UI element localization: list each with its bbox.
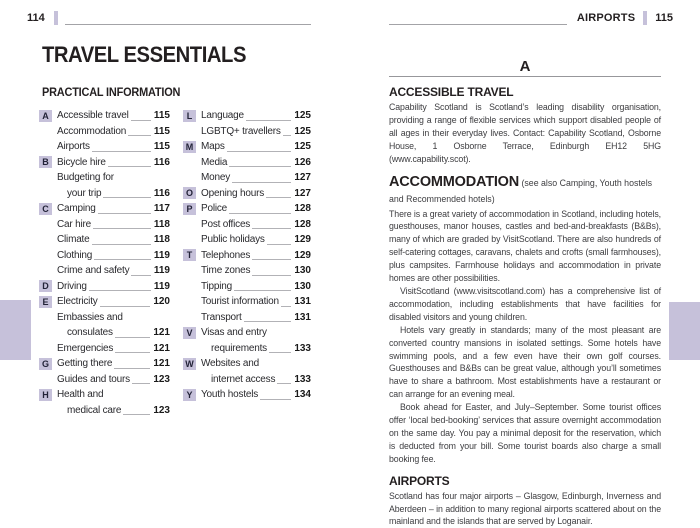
index-row (39, 108, 170, 124)
index-row (39, 155, 170, 171)
index-letter-badge: M (183, 141, 196, 153)
index-leader (267, 244, 292, 245)
header-accent-tick (54, 11, 58, 25)
index-leader (227, 151, 292, 152)
index-leader (123, 414, 150, 415)
index-entry-label-continued: internet access (211, 373, 276, 385)
index-letter-badge: C (39, 203, 52, 215)
index-row (39, 124, 170, 140)
index-leader (94, 259, 151, 260)
section-heading-note: (see also Camping, Youth hostels and Recommended hotels) (389, 177, 653, 204)
index-entry-label: LGBTQ+ travellers (201, 125, 281, 137)
index-entry-label: Camping (57, 203, 96, 215)
index-entry-label: Language (201, 110, 244, 122)
index-page-number: 125 (294, 141, 311, 153)
index-leader (100, 306, 151, 307)
index-row (183, 232, 311, 248)
index-page-number: 123 (153, 373, 170, 385)
index-leader (252, 275, 291, 276)
index-row (39, 139, 170, 155)
index-row (183, 341, 311, 357)
index-column (39, 108, 170, 418)
index-page-number: 133 (294, 342, 311, 354)
index-entry-label: Tipping (201, 280, 233, 292)
index-page-number: 117 (153, 203, 170, 215)
thumb-tab-right (669, 302, 700, 360)
index-page-number: 119 (153, 265, 170, 277)
index-letter-badge: O (183, 187, 196, 199)
index-row (183, 217, 311, 233)
section-paragraph: Book ahead for Easter, and July–September. Some tourist offices offer ‘local bed-booking’ services that assure overnight accommodation on the same day. You pay a minimal deposit for the reservation, which is deducted from your bill. Some tourist boards also charge a small booking fee. (389, 402, 661, 464)
header-section-label: AIRPORTS (576, 12, 636, 24)
index-page-number: 130 (294, 280, 311, 292)
index-row (183, 263, 311, 279)
index-leader (131, 120, 151, 121)
index-row (183, 310, 311, 326)
index-row (183, 139, 311, 155)
index-row (39, 201, 170, 217)
index-entry-label: Media (201, 156, 228, 168)
index-row (39, 217, 170, 233)
index-entry-label: Emergencies (57, 342, 114, 354)
index-row (39, 387, 170, 403)
section-heading: AIRPORTS (389, 473, 450, 488)
sections-container (389, 85, 661, 528)
section-paragraph: There is a great variety of accommodation in Scotland, including hotels, guesthouses, manor houses, castles and bed-and-breakfasts (B&Bs), many of which are graded by VisitScotland. There are also hundreds of self-catering cottages, caravans, chalets and crofts (small farmhouses), plus campsites. Farmhouse holidays and accommodation in private homes are other possibilities. (389, 208, 661, 284)
index-entry-label: Electricity (57, 296, 98, 308)
index-page-number: 127 (294, 187, 311, 199)
index-entry-label: Police (201, 203, 228, 215)
index-page-number: 116 (153, 156, 170, 168)
index-entry-label: Climate (57, 234, 90, 246)
index-page-number: 127 (294, 172, 311, 184)
index-row (39, 248, 170, 264)
index-entry-label: Driving (57, 280, 87, 292)
header-accent-tick (643, 11, 647, 25)
section-paragraph: Capability Scotland is Scotland’s leading disability organisation, providing a range of flexible services which support disabled people of all ages in their everyday lives. Contact: Capability Scotland, Osborne House, 1 Osborne Terrace, Edinburgh EH12 5HG (www.capability.scot). (389, 102, 661, 164)
index-letter-badge: T (183, 249, 196, 261)
section-paragraph: Hotels vary greatly in standards; many of the most pleasant are converted country mansions in isolated settings. Some hotels have swimming pools, and a few even have their own golf courses. Guesthouses and B&Bs can be great value, although you’ll sometimes have to share a bathroom. Most establishments have a restaurant or can arrange for an evening meal. (389, 324, 661, 400)
section (389, 85, 661, 166)
index-leader (115, 337, 151, 338)
index-entry-label: Opening hours (201, 187, 265, 199)
index-entry-label: Embassies and (57, 311, 123, 323)
page-number-right: 115 (655, 12, 673, 24)
index-entry-label: Clothing (57, 249, 93, 261)
index-row (183, 170, 311, 186)
index-leader (281, 306, 291, 307)
index-page-number: 121 (153, 327, 170, 339)
index-entry-label: Visas and entry (201, 327, 267, 339)
index-page-number: 115 (153, 125, 170, 137)
index-entry-label: Public holidays (201, 234, 265, 246)
index-leader (232, 182, 291, 183)
index-row (183, 279, 311, 295)
index-page-number: 131 (294, 311, 311, 323)
index-row (183, 155, 311, 171)
index-letter-badge: L (183, 110, 196, 122)
index-entry-label: Getting there (57, 358, 113, 370)
index-row (39, 341, 170, 357)
index-leader (252, 259, 291, 260)
index-page-number: 126 (294, 156, 311, 168)
index-row (183, 186, 311, 202)
index-leader (131, 275, 150, 276)
index-leader (89, 290, 151, 291)
index-entry-label: Telephones (201, 249, 251, 261)
index-row (183, 108, 311, 124)
index-row (39, 294, 170, 310)
index-page-number: 119 (153, 280, 170, 292)
index-entry-label: Accommodation (57, 125, 127, 137)
index-leader (266, 197, 291, 198)
index-entry-label: Car hire (57, 218, 91, 230)
index-entry-label-continued: your trip (67, 187, 102, 199)
index-page-number: 120 (153, 296, 170, 308)
index-leader (108, 166, 151, 167)
index-page-number: 134 (294, 389, 311, 401)
index-letter-badge: W (183, 358, 196, 370)
index-letter-badge: D (39, 280, 52, 292)
index-leader (246, 120, 291, 121)
index-leader (93, 228, 151, 229)
index-leader (92, 151, 151, 152)
index-page-number: 128 (294, 218, 311, 230)
index-row (39, 310, 170, 326)
index-row (183, 248, 311, 264)
index-letter-badge: P (183, 203, 196, 215)
index-entry-label: Websites and (201, 358, 260, 370)
index-row (183, 325, 311, 341)
index-entry-label-continued: requirements (211, 342, 267, 354)
index-leader (103, 197, 151, 198)
index-page-number: 119 (153, 249, 170, 261)
index-leader (244, 321, 292, 322)
index-row (39, 263, 170, 279)
index-entry-label: Crime and safety (57, 265, 130, 277)
section-heading: ACCESSIBLE TRAVEL (389, 85, 514, 99)
page-number-left: 114 (27, 12, 45, 24)
index-entry-label: Tourist information (201, 296, 279, 308)
index-letter-badge: A (39, 110, 52, 122)
page-title: TRAVEL ESSENTIALS (42, 42, 246, 67)
index-page-number: 118 (153, 218, 170, 230)
index-entry-label: Money (201, 172, 231, 184)
index-leader (115, 352, 150, 353)
index-row (39, 279, 170, 295)
index-page-number: 131 (294, 296, 311, 308)
index-leader (269, 352, 291, 353)
index-row (39, 186, 170, 202)
index-page-number: 129 (294, 249, 311, 261)
index-leader (128, 135, 151, 136)
index-page-number: 125 (294, 110, 311, 122)
header-rule (389, 11, 567, 25)
index-page-number: 128 (294, 203, 311, 215)
index-leader (92, 244, 151, 245)
index-entry-label: Airports (57, 141, 90, 153)
index-entry-label-continued: consulates (67, 327, 113, 339)
section-paragraph: VisitScotland (www.visitscotland.com) has a comprehensive list of accommodation, including establishments that have facilities for disabled visitors and young children. (389, 285, 661, 322)
right-page-column (389, 58, 661, 528)
index-row (39, 356, 170, 372)
index-page-number: 129 (294, 234, 311, 246)
index-columns (39, 108, 311, 418)
index-entry-label-continued: medical care (67, 404, 122, 416)
index-leader (260, 399, 291, 400)
index-page-number: 116 (153, 187, 170, 199)
index-leader (114, 368, 150, 369)
running-header-left (27, 11, 311, 25)
index-leader (229, 166, 291, 167)
index-letter-badge: V (183, 327, 196, 339)
index-row (183, 356, 311, 372)
section (389, 174, 661, 466)
index-page-number: 123 (153, 404, 170, 416)
index-entry-label: Transport (201, 311, 242, 323)
index-entry-label: Maps (201, 141, 225, 153)
header-rule (65, 11, 311, 25)
index-row (183, 372, 311, 388)
index-leader (252, 228, 291, 229)
index-entry-label: Guides and tours (57, 373, 130, 385)
index-row (39, 325, 170, 341)
index-page-number: 118 (153, 234, 170, 246)
index-page-number: 130 (294, 265, 311, 277)
practical-information-heading: PRACTICAL INFORMATION (42, 87, 181, 99)
index-page-number: 121 (153, 342, 170, 354)
index-page-number: 121 (153, 358, 170, 370)
index-leader (132, 383, 150, 384)
index-row (183, 201, 311, 217)
index-column (183, 108, 311, 418)
index-letter-badge: B (39, 156, 52, 168)
index-page-number: 133 (294, 373, 311, 385)
index-entry-label: Health and (57, 389, 104, 401)
section-heading: ACCOMMODATION (see also Camping, Youth hostels and Recommended hotels) (389, 173, 653, 204)
index-row (39, 403, 170, 419)
index-row (39, 232, 170, 248)
section-paragraph: Scotland has four major airports – Glasgow, Edinburgh, Inverness and Aberdeen – in addition to many regional airports scattered about on the mainland and the islands that are served by Loganair. (389, 490, 661, 527)
index-row (183, 387, 311, 403)
index-page-number: 115 (153, 110, 170, 122)
index-entry-label: Accessible travel (57, 110, 129, 122)
index-leader (234, 290, 291, 291)
index-row (39, 170, 170, 186)
index-letter-badge: H (39, 389, 52, 401)
thumb-tab-left (0, 300, 31, 360)
index-entry-label: Time zones (201, 265, 251, 277)
index-leader (229, 213, 291, 214)
index-row (183, 294, 311, 310)
index-letter-badge: E (39, 296, 52, 308)
index-leader (283, 135, 292, 136)
index-entry-label: Budgeting for (57, 172, 114, 184)
index-row (183, 124, 311, 140)
index-leader (98, 213, 151, 214)
index-row (39, 372, 170, 388)
index-page-number: 115 (153, 141, 170, 153)
index-letter-badge: G (39, 358, 52, 370)
section (389, 474, 661, 528)
index-page-number: 125 (294, 125, 311, 137)
alpha-divider-letter: A (389, 58, 661, 77)
index-entry-label: Post offices (201, 218, 251, 230)
index-leader (277, 383, 291, 384)
running-header-right (389, 11, 673, 25)
index-entry-label: Youth hostels (201, 389, 259, 401)
index-entry-label: Bicycle hire (57, 156, 106, 168)
index-letter-badge: Y (183, 389, 196, 401)
